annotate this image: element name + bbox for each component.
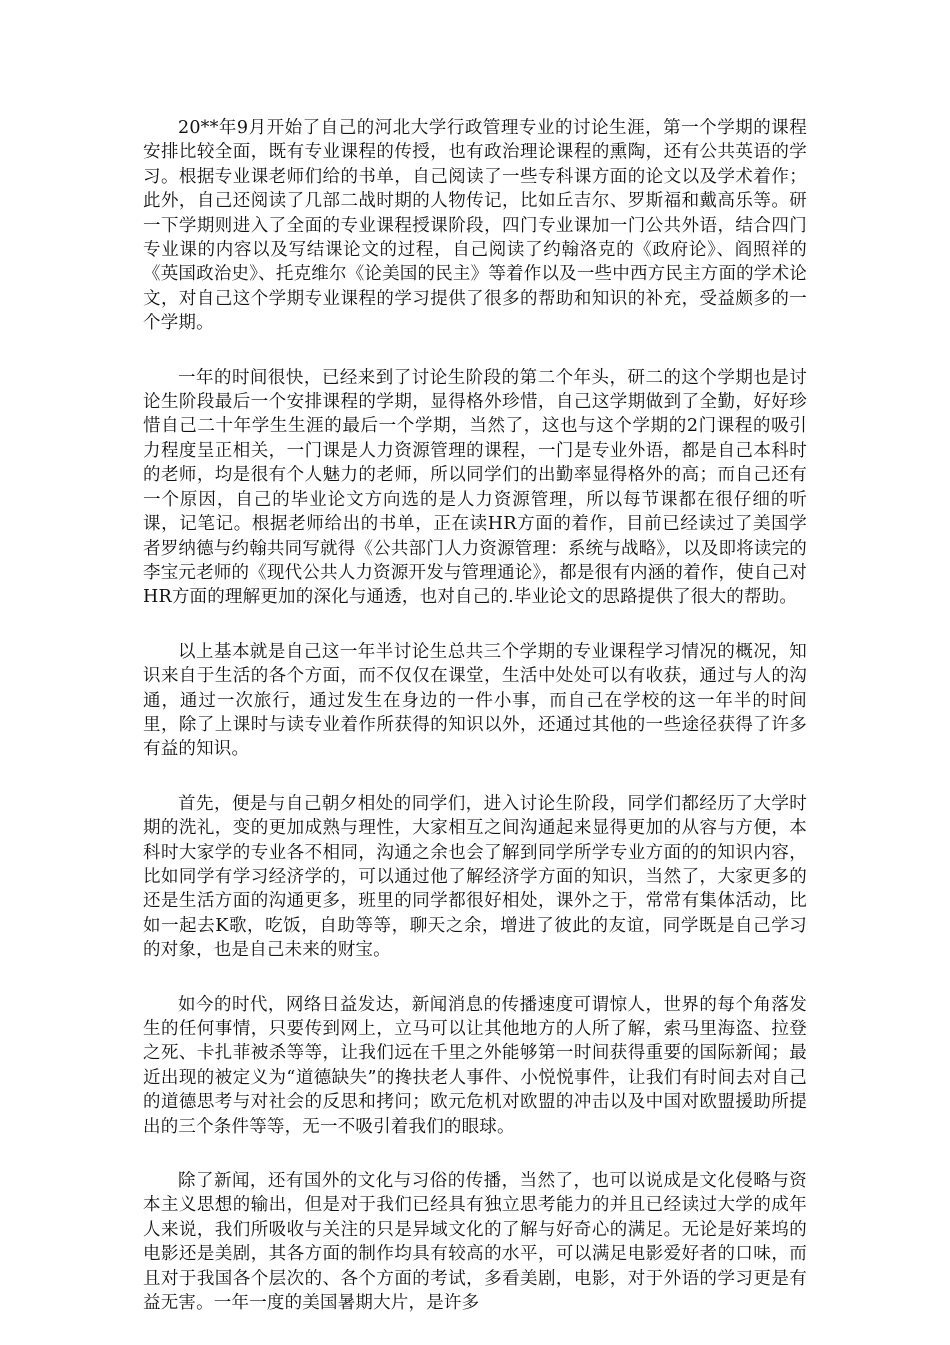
paragraph-4: 首先，便是与自己朝夕相处的同学们，进入讨论生阶段，同学们都经历了大学时期的洗礼，变的更加成熟与理性，大家相互之间沟通起来显得更加的从容与方便，本科时大家学的专业各不相同，沟通之余也会了解到同学所学专业方面的的知识内容，比如同学有学习经济学的，可以通过他了解经济学方面的知识，当然了，大家更多的还是生活方面的沟通更多，班里的同学都很好相处，课外之于，常常有集体活动，比如一起去K歌，吃饭，自助等等，聊天之余，增进了彼此的友谊，同学既是自己学习的对象，也是自己未来的财宝。 [143, 793, 807, 961]
paragraph-5: 如今的时代，网络日益发达，新闻消息的传播速度可谓惊人，世界的每个角落发生的任何事情，只要传到网上，立马可以让其他地方的人所了解，索马里海盗、拉登之死、卡扎菲被杀等等，让我们远在千里之外能够第一时间获得重要的国际新闻；最近出现的被定义为“道德缺失”的搀扶老人事件、小悦悦事件，让我们有时间去对自己的道德思考与对社会的反思和拷问；欧元危机对欧盟的冲击以及中国对欧盟援助所提出的三个条件等等，无一不吸引着我们的眼球。 [143, 994, 807, 1137]
paragraph-6: 除了新闻，还有国外的文化与习俗的传播，当然了，也可以说成是文化侵略与资本主义思想的输出，但是对于我们已经具有独立思考能力的并且已经读过大学的成年人来说，我们所吸收与关注的只是异域文化的了解与好奇心的满足。无论是好莱坞的电影还是美剧，其各方面的制作均具有较高的水平，可以满足电影爱好者的口味，而且对于我国各个层次的、各个方面的考试，多看美剧，电影，对于外语的学习更是有益无害。一年一度的美国暑期大片，是许多 [143, 1171, 807, 1314]
paragraph-3: 以上基本就是自己这一年半讨论生总共三个学期的专业课程学习情况的概况，知识来自于生活的各个方面，而不仅仅在课堂，生活中处处可以有收获，通过与人的沟通，通过一次旅行，通过发生在身边的一件小事，而自己在学校的这一年半的时间里，除了上课时与读专业着作所获得的知识以外，还通过其他的一些途径获得了许多有益的知识。 [143, 641, 807, 760]
paragraph-2: 一年的时间很快，已经来到了讨论生阶段的第二个年头，研二的这个学期也是讨论生阶段最后一个安排课程的学期，显得格外珍惜，自己这学期做到了全勤，好好珍惜自己二十年学生生涯的最后一个学期，当然了，这也与这个学期的2门课程的吸引力程度呈正相关，一门课是人力资源管理的课程，一门是专业外语，都是自己本科时的老师，均是很有个人魅力的老师，所以同学们的出勤率显得格外的高；而自己还有一个原因，自己的毕业论文方向选的是人力资源管理，所以每节课都在很仔细的听课，记笔记。根据老师给出的书单，正在读HR方面的着作，目前已经读过了美国学者罗纳德与约翰共同写就得《公共部门人力资源管理：系统与战略》，以及即将读完的李宝元老师的《现代公共人力资源开发与管理通论》，都是很有内涵的着作，使自己对HR方面的理解更加的深化与通透，也对自己的.毕业论文的思路提供了很大的帮助。 [143, 367, 807, 608]
paragraph-1: 20**年9月开始了自己的河北大学行政管理专业的讨论生涯，第一个学期的课程安排比较全面，既有专业课程的传授，也有政治理论课程的熏陶，还有公共英语的学习。根据专业课老师们给的书单，自己阅读了一些专科课方面的论文以及学术着作；此外，自己还阅读了几部二战时期的人物传记，比如丘吉尔、罗斯福和戴高乐等。研一下学期则进入了全面的专业课程授课阶段，四门专业课加一门公共外语，结合四门专业课的内容以及写结课论文的过程，自己阅读了约翰洛克的《政府论》、阎照祥的《英国政治史》、托克维尔《论美国的民主》等着作以及一些中西方民主方面的学术论文，对自己这个学期专业课程的学习提供了很多的帮助和知识的补充，受益颇多的一个学期。 [143, 118, 807, 334]
document-body [143, 116, 807, 1345]
